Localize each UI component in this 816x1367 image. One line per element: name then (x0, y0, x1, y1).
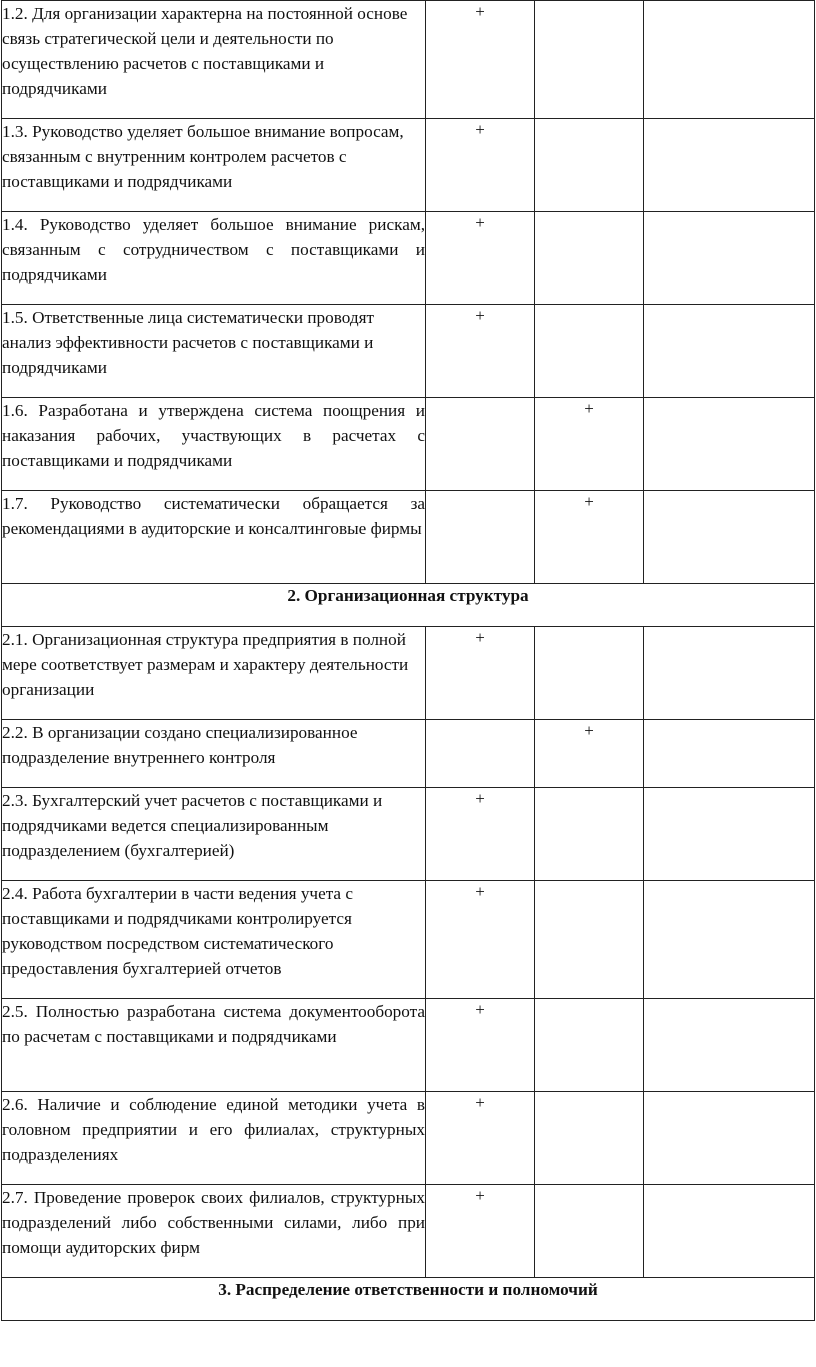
answer-mark (426, 720, 535, 788)
question-text: 1.2. Для организации характерна на постоянной основе связь стратегической цели и деятельности по осуществлению расчетов с поставщиками и подрядчиками (2, 1, 426, 119)
answer-mark (644, 119, 815, 212)
answer-mark (535, 305, 644, 398)
answer-mark (644, 788, 815, 881)
question-text: 1.4. Руководство уделяет большое внимание рискам, связанным с сотрудничеством с поставщиками и подрядчиками (2, 212, 426, 305)
question-text: 1.3. Руководство уделяет большое внимание вопросам, связанным с внутренним контролем расчетов с поставщиками и подрядчиками (2, 119, 426, 212)
section-header-row (2, 584, 815, 627)
question-text: 1.5. Ответственные лица систематически проводят анализ эффективности расчетов с поставщиками и подрядчиками (2, 305, 426, 398)
answer-mark (535, 1185, 644, 1278)
answer-mark: + (426, 627, 535, 720)
table-row (2, 305, 815, 398)
answer-mark: + (426, 119, 535, 212)
answer-mark (644, 1092, 815, 1185)
question-text: 2.3. Бухгалтерский учет расчетов с поставщиками и подрядчиками ведется специализированным подразделением (бухгалтерией) (2, 788, 426, 881)
answer-mark (535, 1092, 644, 1185)
answer-mark (535, 1, 644, 119)
section-header-row (2, 1278, 815, 1321)
table-row (2, 788, 815, 881)
answer-mark: + (426, 999, 535, 1092)
answer-mark (535, 212, 644, 305)
table-row (2, 212, 815, 305)
table-row (2, 999, 815, 1092)
answer-mark (644, 1, 815, 119)
answer-mark (426, 398, 535, 491)
table-row (2, 627, 815, 720)
answer-mark: + (535, 398, 644, 491)
answer-mark (644, 398, 815, 491)
answer-mark (644, 491, 815, 584)
table-row (2, 1185, 815, 1278)
answer-mark: + (426, 1185, 535, 1278)
question-text: 2.7. Проведение проверок своих филиалов, структурных подразделений либо собственными силами, либо при помощи аудиторских фирм (2, 1185, 426, 1278)
table-row (2, 720, 815, 788)
answer-mark: + (426, 305, 535, 398)
table-row (2, 1, 815, 119)
question-text: 2.2. В организации создано специализированное подразделение внутреннего контроля (2, 720, 426, 788)
answer-mark: + (426, 788, 535, 881)
table-row (2, 1092, 815, 1185)
answer-mark: + (535, 491, 644, 584)
table-row (2, 398, 815, 491)
question-text: 2.6. Наличие и соблюдение единой методики учета в головном предприятии и его филиалах, структурных подразделениях (2, 1092, 426, 1185)
answer-mark: + (426, 881, 535, 999)
answer-mark (535, 627, 644, 720)
table-row (2, 881, 815, 999)
answer-mark: + (426, 1, 535, 119)
answer-mark (535, 881, 644, 999)
answer-mark (644, 212, 815, 305)
answer-mark (644, 720, 815, 788)
question-text: 2.1. Организационная структура предприятия в полной мере соответствует размерам и характеру деятельности организации (2, 627, 426, 720)
answer-mark: + (426, 212, 535, 305)
answer-mark (535, 119, 644, 212)
answer-mark: + (535, 720, 644, 788)
answer-mark (644, 881, 815, 999)
question-text: 2.5. Полностью разработана система документооборота по расчетам с поставщиками и подрядчиками (2, 999, 426, 1092)
answer-mark (644, 999, 815, 1092)
answer-mark (644, 1185, 815, 1278)
question-text: 2.4. Работа бухгалтерии в части ведения учета с поставщиками и подрядчиками контролируется руководством посредством систематического предоставления бухгалтерией отчетов (2, 881, 426, 999)
answer-mark (535, 788, 644, 881)
answer-mark (535, 999, 644, 1092)
question-text: 1.7. Руководство систематически обращается за рекомендациями в аудиторские и консалтинговые фирмы (2, 491, 426, 584)
answer-mark (644, 627, 815, 720)
answer-mark (644, 305, 815, 398)
questionnaire-table (1, 0, 815, 1321)
table-row (2, 491, 815, 584)
answer-mark: + (426, 1092, 535, 1185)
answer-mark (426, 491, 535, 584)
section-title: 3. Распределение ответственности и полномочий (2, 1278, 815, 1321)
question-text: 1.6. Разработана и утверждена система поощрения и наказания рабочих, участвующих в расчетах с поставщиками и подрядчиками (2, 398, 426, 491)
section-title: 2. Организационная структура (2, 584, 815, 627)
table-row (2, 119, 815, 212)
